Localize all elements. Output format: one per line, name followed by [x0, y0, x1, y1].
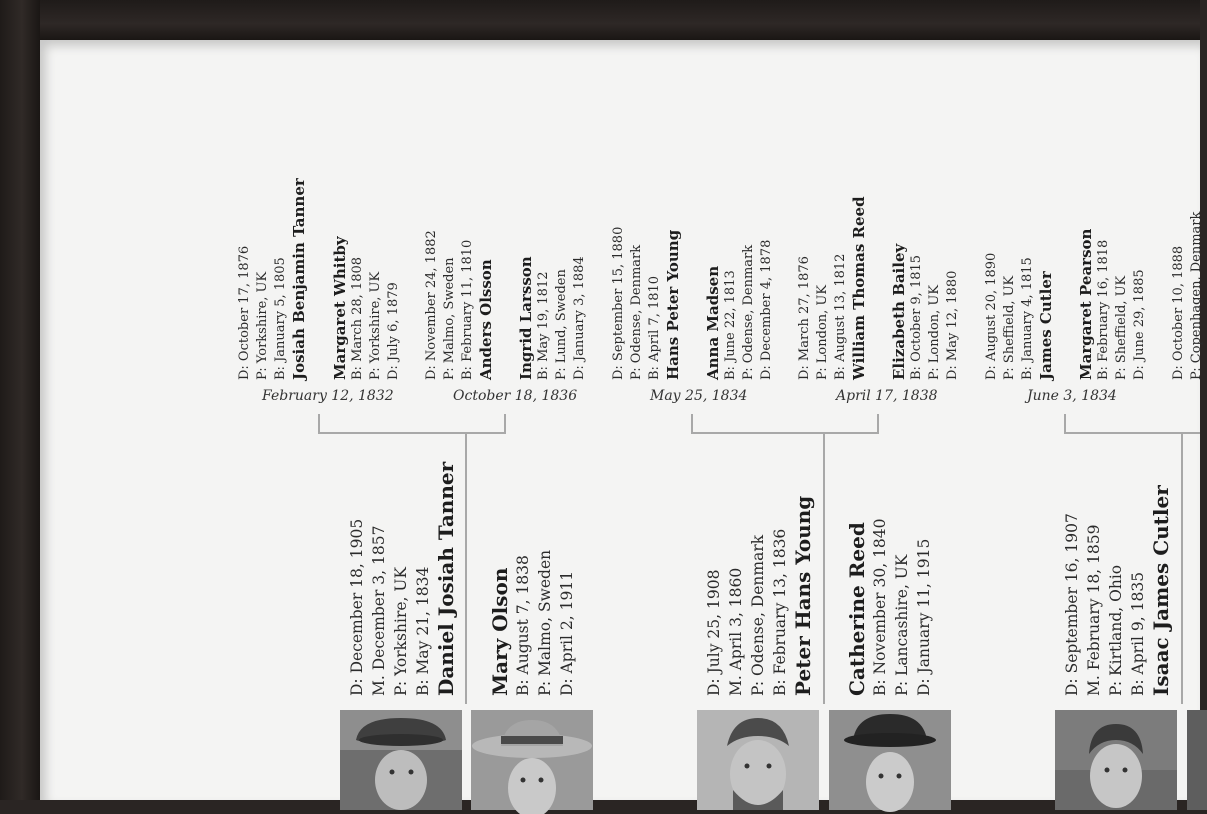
birth-date: B: October 9, 1815 [909, 254, 924, 380]
connector-line [691, 414, 693, 434]
portrait-photo [471, 710, 593, 810]
birth-date: B: August 13, 1812 [833, 253, 848, 380]
birth-date: B: May 21, 1834 [414, 566, 432, 696]
connector-line [318, 414, 320, 434]
birth-place: P: Kirtland, Ohio [1107, 564, 1125, 696]
birth-date: B: March 28, 1808 [350, 256, 365, 380]
portrait-photo [340, 710, 462, 810]
birth-date: B: April 7, 1810 [647, 275, 662, 380]
portrait-photo [829, 710, 951, 810]
connector-line [877, 414, 879, 434]
portrait-photo [697, 710, 819, 810]
death-date: D: November 24, 1882 [424, 230, 439, 380]
person-name: Mary Olson [488, 567, 512, 696]
connector-line [1064, 414, 1066, 434]
death-date: D: September 16, 1907 [1063, 513, 1081, 696]
birth-date: B: February 16, 1818 [1096, 239, 1111, 380]
marriage-date: M. February 18, 1859 [1085, 524, 1103, 696]
death-date: D: March 27, 1876 [797, 256, 812, 380]
birth-place: P: Lancashire, UK [893, 554, 911, 696]
connector-line [318, 432, 506, 434]
birth-date: B: June 22, 1813 [723, 270, 738, 380]
birth-place: P: Copenhagen, Denmark [1189, 211, 1204, 380]
birth-place: P: London, UK [815, 284, 830, 380]
marriage-date: May 25, 1834 [650, 388, 748, 404]
death-date: D: October 10, 1888 [1171, 245, 1186, 380]
birth-date: B: November 30, 1840 [871, 518, 889, 696]
marriage-date: April 17, 1838 [836, 388, 938, 404]
person-name: Anders Olsson [477, 259, 495, 380]
birth-place: P: Sheffield, UK [1114, 275, 1129, 380]
birth-date: B: February 13, 1836 [771, 528, 789, 696]
connector-line [691, 432, 879, 434]
birth-place: P: Malmo, Sweden [442, 257, 457, 380]
person-name: Peter Hans Young [791, 495, 815, 696]
death-date: D: August 20, 1890 [984, 252, 999, 380]
marriage-date: June 3, 1834 [1027, 388, 1117, 404]
birth-place: P: Lund, Sweden [554, 269, 569, 380]
birth-place: P: Sheffield, UK [1002, 275, 1017, 380]
birth-place: P: Yorkshire, UK [255, 271, 270, 380]
connector-line [504, 414, 506, 434]
birth-place: P: Odense, Denmark [741, 244, 756, 380]
birth-date: B: February 11, 1810 [460, 239, 475, 380]
death-date: D: October 17, 1876 [237, 245, 252, 380]
death-date: D: December 18, 1905 [348, 518, 366, 696]
death-date: D: December 4, 1878 [759, 239, 774, 380]
death-date: D: September 15, 1880 [611, 226, 626, 380]
birth-place: P: Yorkshire, UK [392, 566, 410, 696]
person-name: William Thomas Reed [850, 196, 868, 380]
person-name: Margaret Whitby [331, 236, 349, 380]
person-name: Catherine Reed [845, 522, 869, 696]
birth-place: P: Yorkshire, UK [368, 271, 383, 380]
death-date: D: April 2, 1911 [558, 570, 576, 696]
person-name: James Cutler [1037, 271, 1055, 380]
birth-place: P: Odense, Denmark [749, 534, 767, 696]
birth-date: B: August 7, 1838 [514, 555, 532, 696]
connector-line [465, 432, 467, 704]
birth-place: P: London, UK [927, 284, 942, 380]
marriage-date: M. April 3, 1860 [727, 567, 745, 696]
connector-line [1181, 432, 1183, 704]
connector-line [1064, 432, 1200, 434]
death-date: D: January 3, 1884 [572, 256, 587, 380]
death-date: D: May 12, 1880 [945, 270, 960, 380]
person-name: Josiah Benjamin Tanner [290, 178, 308, 380]
death-date: D: July 25, 1908 [705, 569, 723, 696]
portrait-photo [1055, 710, 1177, 810]
person-name: Anna Madsen [704, 265, 722, 380]
birth-date: B: April 9, 1835 [1129, 571, 1147, 696]
connector-line [823, 432, 825, 704]
birth-date: B: January 4, 1815 [1020, 257, 1035, 380]
person-name: Ingrid Larsson [517, 256, 535, 380]
person-name: Margaret Pearson [1077, 228, 1095, 380]
person-name: Daniel Josiah Tanner [434, 461, 458, 696]
death-date: D: July 6, 1879 [386, 282, 401, 380]
birth-date: B: May 19, 1812 [536, 271, 551, 380]
marriage-date: M. December 3, 1857 [370, 525, 388, 696]
death-date: D: June 29, 1885 [1132, 269, 1147, 380]
person-name: Hans Peter Young [664, 229, 682, 380]
marriage-date: February 12, 1832 [262, 388, 394, 404]
birth-date: B: January 5, 1805 [273, 257, 288, 380]
birth-place: P: Odense, Denmark [629, 244, 644, 380]
death-date: D: January 11, 1915 [915, 538, 933, 696]
person-name: Elizabeth Bailey [890, 243, 908, 380]
person-name: Isaac James Cutler [1149, 485, 1173, 696]
marriage-date: October 18, 1836 [453, 388, 578, 404]
birth-place: P: Malmo, Sweden [536, 549, 554, 696]
portrait-photo [1187, 710, 1207, 810]
